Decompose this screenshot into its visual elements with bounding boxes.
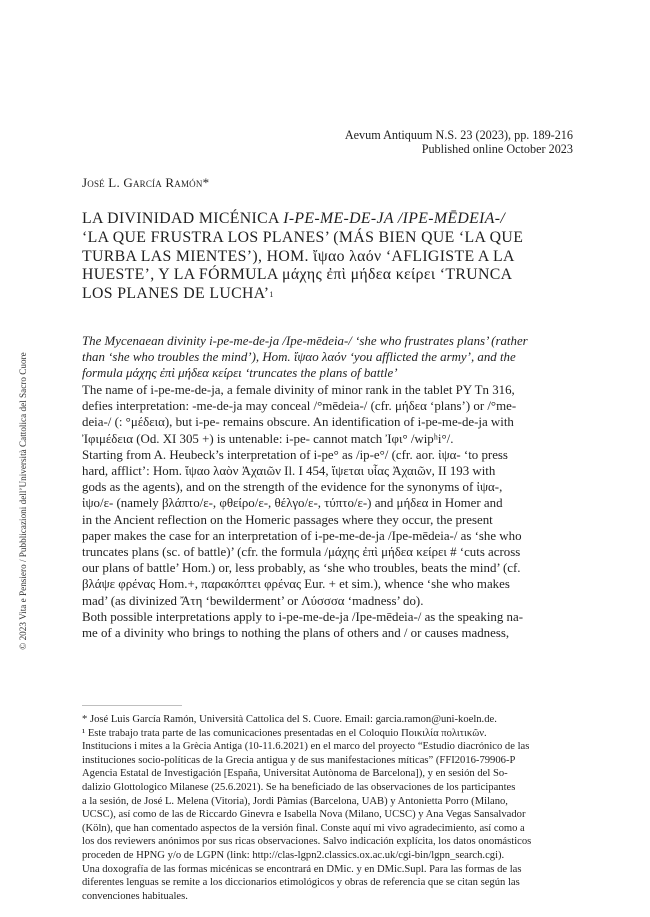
footnote-line: convenciones habituales. <box>82 890 188 902</box>
author-name: José L. García Ramón <box>82 175 203 190</box>
copyright-sidebar: © 2023 Vita e Pensiero / Pubblicazioni dell’Università Cattolica del Sacro Cuore <box>18 352 28 650</box>
body-line: gods as the agents), and on the strength of the evidence for the synonyms of ἰψα-, <box>82 480 503 495</box>
footnote-line: Agencia Estatal de Investigación [España, Universitat Autònoma de Barcelona]), y en sesión del So- <box>82 768 508 780</box>
footnote-line: dalizio Glottologico Milanese (25.6.2021). Se ha beneficiado de las observaciones de los participantes <box>82 781 516 793</box>
title-line: HUESTE’, Y LA FÓRMULA μάχης ἐπὶ μήδεα κείρει ‘TRUNCA <box>82 266 513 284</box>
journal-citation: Aevum Antiquum N.S. 23 (2023), pp. 189-216 <box>344 128 573 142</box>
footnote-divider <box>82 705 182 706</box>
abstract-line: than ‘she who troubles the mind’), Hom. ἴψαο λαόν ‘you afflicted the army’, and the <box>82 350 516 365</box>
abstract-line: formula μάχης ἐπὶ μήδεα κείρει ‘truncates the plans of battle’ <box>82 366 398 381</box>
footnote-line: UCSC), así como de las de Riccardo Ginevra e Isabella Nova (Milano, UCSC) y Ana Vegas Sansalvador <box>82 809 526 821</box>
title-line: ‘LA QUE FRUSTRA LOS PLANES’ (MÁS BIEN QUE ‘LA QUE <box>82 228 524 246</box>
footnote-line: (Köln), que han comentado aspectos de la versión final. Conste aquí mi vivo agradecimiento, así como a <box>82 822 525 834</box>
footnote-line: a la sesión, de José L. Melena (Vitoria), Jordi Pàmias (Barcelona, UAB) y Antonietta Porro (Milano, <box>82 795 508 807</box>
body-line: Starting from A. Heubeck’s interpretation of i-pe° as /ip-e°/ (cfr. aor. ἰψα- ‘to press <box>82 447 508 462</box>
footnotes <box>82 713 577 903</box>
publication-date: Published online October 2023 <box>421 142 573 157</box>
body-line: paper makes the case for an interpretation of i-pe-me-de-ja /Ipe-mēdeia-/ as ‘she who <box>82 528 522 543</box>
body-line: Ἰφιμέδεια (Od. XI 305 +) is untenable: i-pe- cannot match Ἰφι° /wipʰi°/. <box>82 431 454 446</box>
body-line: in the Ancient reflection on the Homeric passages where they occur, the present <box>82 512 493 527</box>
footnote-line: * José Luis García Ramón, Università Cattolica del S. Cuore. Email: garcia.ramon@uni-koeln.de. <box>82 714 497 725</box>
body-line: βλάψε φρένας Hom.+, παρακόπτει φρένας Eur. + et sim.), whence ‘she who makes <box>82 577 510 592</box>
body-line: our plans of battle’ Hom.) or, less probably, as ‘she who troubles, beats the mind’ (cf. <box>82 561 521 576</box>
footnote-line: instituciones socio-políticas de la Grecia antigua y de sus manifestaciones míticas” (FFI2016-79906-P <box>82 754 516 766</box>
journal-header <box>345 128 573 156</box>
body-line: hard, afflict’: Hom. ἴψαο λαὸν Ἀχαιῶν Il. I 454, ἴψεται υἷας Ἀχαιῶν, II 193 with <box>82 464 496 479</box>
footnote-line: proceden de HPNG y/o de LGPN (link: http://clas-lgpn2.classics.ox.ac.uk/cgi-bin/lgpn_search.cgi). <box>82 849 505 861</box>
article-title <box>82 210 580 304</box>
body-line: The name of i-pe-me-de-ja, a female divinity of minor rank in the tablet PY Tn 316, <box>82 383 515 397</box>
body-line: defies interpretation: -me-de-ja may conceal /°mēdeia-/ (cfr. μήδεα ‘plans’) or /°me- <box>82 399 517 414</box>
footnote-line: Institucions i mites a la Grècia Antiga (10-11.6.2021) en el marco del proyecto “Estudio diacrónico de las <box>82 741 530 753</box>
body-line: deia-/ (: °μέδεια), but i-pe- remains obscure. An identification of i-pe-me-de-ja with <box>82 415 514 430</box>
body-line: Both possible interpretations apply to i-pe-me-de-ja /Ipe-mēdeia-/ as the speaking na- <box>82 609 524 624</box>
author-footnote-mark: * <box>202 175 210 190</box>
title-line: LA DIVINIDAD MICÉNICA I-PE-ME-DE-JA /IPE-MĒDEIA-/ <box>82 210 506 227</box>
body-line: truncates plans (sc. of battle)’ (cfr. the formula /μάχης ἐπὶ μήδεα κείρει # ‘cuts across <box>82 545 521 560</box>
footnote-line: los dos reviewers anónimos por sus ricas observaciones. Salvo indicación explícita, los datos onomásticos <box>82 836 532 848</box>
body-line: ἰψο/ε- (namely βλάπτο/ε-, φθείρο/ε-, θέλγο/ε-, τύπτο/ε-) and μήδεα in Homer and <box>82 496 503 511</box>
author-line <box>82 175 209 191</box>
footnote-line: ¹ Este trabajo trata parte de las comunicaciones presentadas en el Coloquio Ποικιλία πολιτικῶν. <box>82 727 487 739</box>
abstract-line: The Mycenaean divinity i-pe-me-de-ja /Ipe-mēdeia-/ ‘she who frustrates plans’ (rather <box>82 334 528 348</box>
title-line: TURBA LAS MIENTES’), HOM. ἴψαο λαόν ‘AFLIGISTE A LA <box>82 247 515 265</box>
footnote-line: diferentes lenguas se remite a los diccionarios etimológicos y obras de referencia que se citan según las <box>82 877 520 889</box>
body-line: me of a divinity who brings to nothing the plans of others and / or causes madness, <box>82 626 510 641</box>
body-line: mad’ (as divinized Ἄτη ‘bewilderment’ or Λύσσσα ‘madness’ do). <box>82 593 424 608</box>
title-italic-term: I-PE-ME-DE-JA /IPE-MĒDEIA-/ <box>283 210 506 227</box>
title-line: LOS PLANES DE LUCHA’$^1$ <box>82 285 274 303</box>
title-footnote-mark: 1 <box>269 290 274 300</box>
english-title-abstract <box>82 333 577 382</box>
footnote-line: Una doxografía de las formas micénicas se encontrará en DMic. y en DMic.Supl. Para las formas de las <box>82 863 522 875</box>
abstract-body <box>82 382 577 641</box>
